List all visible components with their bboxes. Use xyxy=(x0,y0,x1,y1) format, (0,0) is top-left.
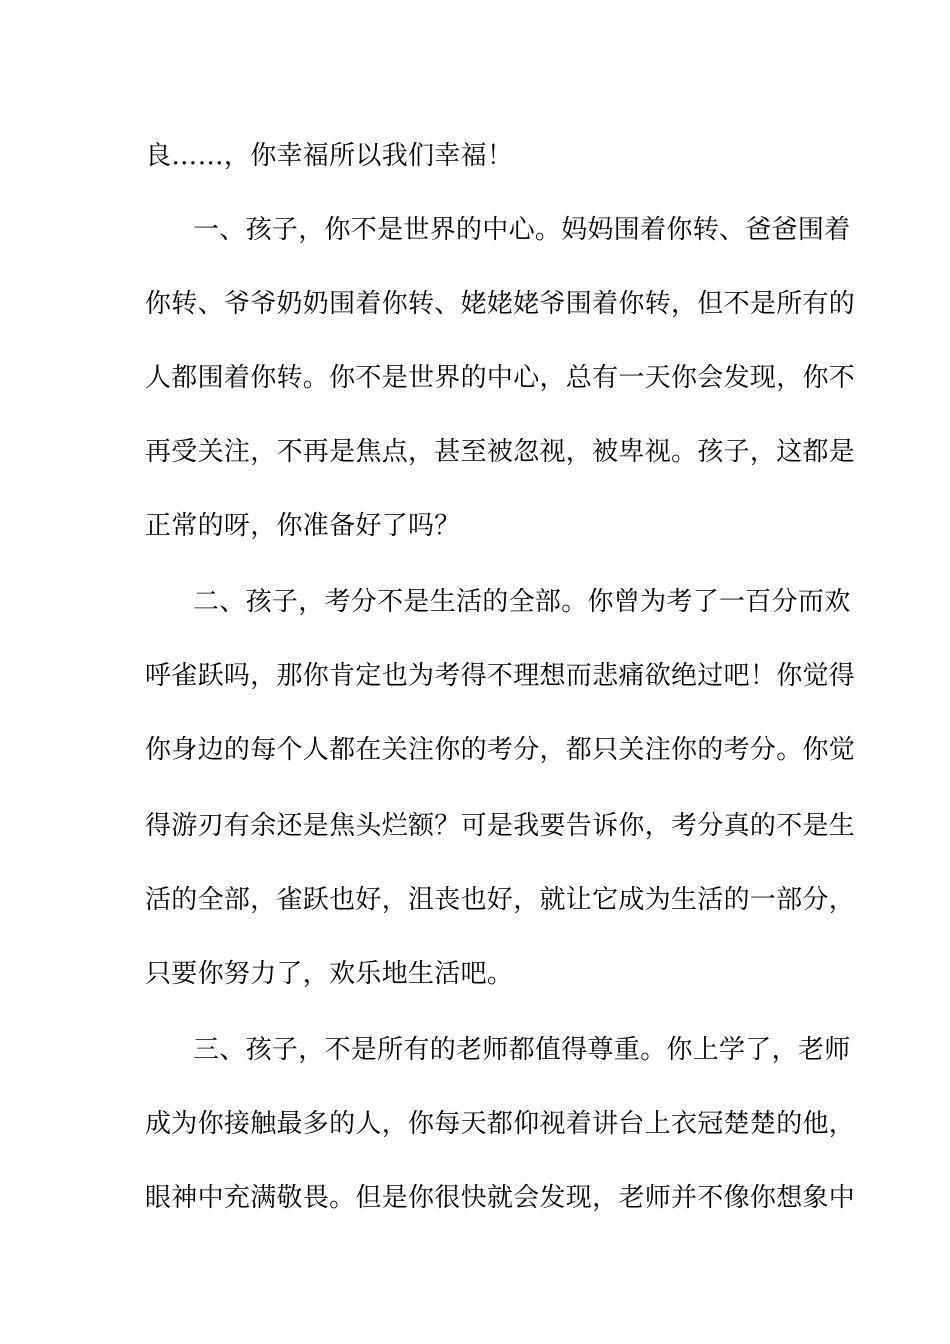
text-line: 人都围着你转。你不是世界的中心，总有一天你会发现，你不 xyxy=(145,363,856,393)
text-line: 你身边的每个人都在关注你的考分，都只关注你的考分。你觉 xyxy=(145,735,856,765)
text-line: 活的全部，雀跃也好，沮丧也好，就让它成为生活的一部分， xyxy=(145,885,856,915)
text-line: 只要你努力了，欢乐地生活吧。 xyxy=(145,959,514,989)
paragraph-first-line: 二、孩子，考分不是生活的全部。你曾为考了一百分而欢 xyxy=(193,587,851,617)
paragraph-first-line: 一、孩子，你不是世界的中心。妈妈围着你转、爸爸围着 xyxy=(193,215,851,245)
text-line: 得游刃有余还是焦头烂额？可是我要告诉你，考分真的不是生 xyxy=(145,811,856,841)
text-line: 良……，你幸福所以我们幸福！ xyxy=(145,141,514,171)
text-line: 正常的呀，你准备好了吗？ xyxy=(145,511,461,541)
text-line: 再受关注，不再是焦点，甚至被忽视，被卑视。孩子，这都是 xyxy=(145,437,856,467)
text-line: 你转、爷爷奶奶围着你转、姥姥姥爷围着你转，但不是所有的 xyxy=(145,289,856,319)
text-line: 呼雀跃吗，那你肯定也为考得不理想而悲痛欲绝过吧！你觉得 xyxy=(145,661,856,691)
paragraph-first-line: 三、孩子，不是所有的老师都值得尊重。你上学了，老师 xyxy=(193,1035,851,1065)
text-line: 成为你接触最多的人，你每天都仰视着讲台上衣冠楚楚的他， xyxy=(145,1109,856,1139)
text-line: 眼神中充满敬畏。但是你很快就会发现，老师并不像你想象中 xyxy=(145,1183,856,1213)
